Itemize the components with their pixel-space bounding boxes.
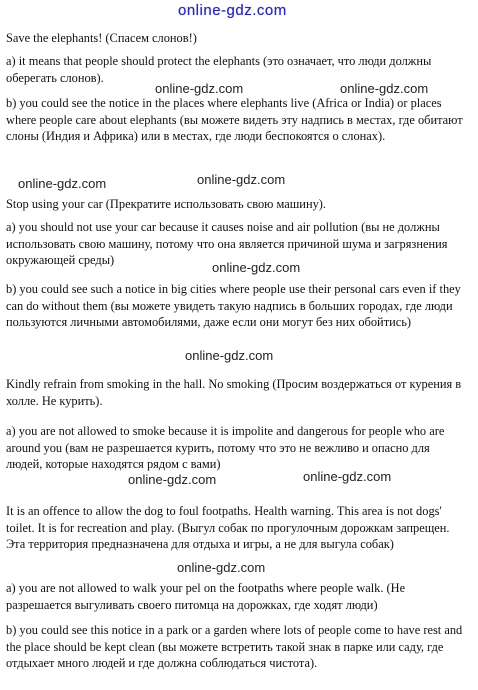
answer-elephants-b: b) you could see the notice in the places where elephants live (Africa or India) or places where people care about elephants (вы можете видеть эту надпись в местах, где обитают слоны (Индия и Африка) или в местах, где люди беспокоятся о слонах).	[6, 96, 463, 144]
answer-car-a: a) you should not use your car because it causes noise and air pollution (вы не должны использовать свою машину, потому что она является причиной шума и загрязнения окружающей среды)	[6, 220, 448, 268]
watermark-4: online-gdz.com	[197, 172, 286, 187]
answer-dog-b: b) you could see this notice in a park or a garden where lots of people come to have rest and the place should be kept clean (вы можете встретить такой знак в парке или саду, где отдыхает много людей и где должна соблюдаться чистота).	[6, 623, 463, 671]
watermark-8: online-gdz.com	[303, 469, 392, 484]
heading-no-smoking: Kindly refrain from smoking in the hall. No smoking (Просим воздержаться от курения в холле. Не курить).	[6, 377, 462, 408]
watermark-9: online-gdz.com	[177, 560, 266, 575]
watermark-top: online-gdz.com	[178, 2, 287, 19]
answer-elephants-a: a) it means that people should protect the elephants (это означает, что люди должны оберегать слонов).	[6, 54, 432, 85]
watermark-6: online-gdz.com	[185, 348, 274, 363]
watermark-2: online-gdz.com	[340, 81, 429, 96]
heading-stop-using-car: Stop using your car (Прекратите использовать свою машину).	[6, 197, 326, 211]
answer-smoking-a: a) you are not allowed to smoke because it is impolite and dangerous for people who are around you (вам не разрешается курить, потому что это не вежливо и опасно для людей, которые находятся рядом с вами)	[6, 424, 445, 472]
answer-car-b: b) you could see such a notice in big cities where people use their personal cars even if they can do without them (вы можете увидеть такую надпись в больших городах, где люди пользуются личными автомобилями, даже если они могут без них обойтись)	[6, 282, 461, 330]
heading-dog-fouling: It is an offence to allow the dog to foul footpaths. Health warning. This area is not dogs' toilet. It is for recreation and play. (Выгул собак по прогулочным дорожкам запрещен. Эта территория предназначена для отдыха и игры, а не для выгула собак)	[6, 504, 450, 552]
watermark-7: online-gdz.com	[128, 472, 217, 487]
answer-dog-a: a) you are not allowed to walk your pel on the footpaths where people walk. (Не разрешается выгуливать своего питомца на дорожках, где ходят люди)	[6, 581, 406, 612]
watermark-1: online-gdz.com	[155, 81, 244, 96]
watermark-3: online-gdz.com	[18, 176, 107, 191]
watermark-5: online-gdz.com	[212, 260, 301, 275]
heading-save-elephants: Save the elephants! (Спасем слонов!)	[6, 31, 197, 45]
